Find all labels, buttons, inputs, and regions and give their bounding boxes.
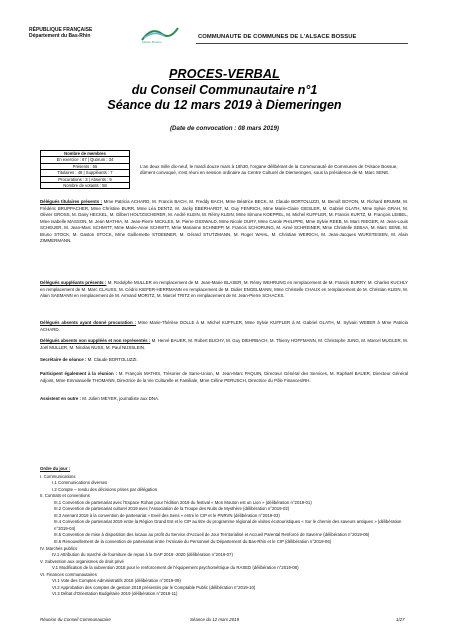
agenda [40,466,412,598]
procuration-text: Mme Marie-Thérèse DOLLE à M. Michel KUFFLER, Mme Sylvie KUFFLER à M. Gabriel GLATH, M. Sylvain WEBER à Mme Patricia ACHARD. [40,320,408,332]
assistent-label: Assistent en outre : [40,396,81,401]
participent-paragraph [40,371,408,384]
agenda-item: VI.2 Approbation des comptes de gestion 2018 présentés par le Comptable Public (délibération n°2019-10) [52,584,256,590]
agenda-item: I.1 Communications diverses [52,480,108,486]
republic-header [29,27,92,39]
assistent-paragraph [40,396,408,403]
agenda-item: III.3 Avenant 2019 à la convention de partenariat « Eveil des Sens » entre le CIP et le PNRVN (délibération n°2019-03) [54,512,280,518]
logo-text: Alsace Bossue [142,40,162,44]
titulaires-text: Mme Patricia ACHARD, M. Francis BACH, M. Freddy BACH, Mme Béatrice BECK, M. Claude BORTOLUZZI, M. Benoît BOYON, M. Richard BRUMM, M. Frédéric BRUPPACHER, Mme Christine BURR, Mme Léa DENTZ, M. Jacky EBERHARDT, M. Guy FENRICH, Mme Marie-Claire GIESLER, M. Gabriel GLATH, Mme Sylvie GRAH, M. Olivier GROSS, M. Dany HECKEL, M. Gilbert HOLTZSCHERER, M. André KLEIN, M. Rémy KLEIN, Mme Simone KOEPPEL, M. Michel KUFFLER, M. Francis KURTZ, M. François LEIBEL, Mme Isabelle MASSON, M. Jean MATHIA, M. Jean-Pierre NICKLES, M. Pierre OSSWALD, Mme Nicole OURY, Mme Carole PHILIPPE, Mme Sylvie REEB, M. Marc RIEGER, M. Jean-Louis SCHEUER, M. Jean-Marc SCHMITT, Mme Marie-Anne SCHMITT, Mme Marianne SCHNEPP, M. Francis SCHORUNG, M. Aimé SCHREINER, Mme Christelle SEBAA, M. Marc SENE, M. Bruno STOCK, M. Gaston STOCK, Mme Guillemette STOEBNER, M. Gérard STUTZMANN, M. Roger WAHL, M. Christian WEIRICH, M. Jean-Jacques WURSTEISEN, M. Alain ZIMMERMANN. [40,199,408,243]
header-divider [196,43,408,44]
suppleants-text: M. Rodolphe MULLER en remplacement de M. Jean-Marie BLASER, M. Rémy WEHRUNG en remplacement de M. Francis BURRY, M. Charles KUCHLY en remplacement de M. Marc CLAUSS, M. Cédric KIEFER-HERRMANN en remplacement de M. Didier ENGELMANN, Mme Christelle CHAUX en remplacement de M. Christian KLEIN, M. Alain SAEMANN en remplacement de M. Armand MORITZ, M. Marcel TRITZ en remplacement de M. Jean-Pierre SCHACKS. [40,280,408,298]
agenda-item: VI. Finances communautaires [40,571,97,577]
agenda-title: Ordre du jour : [40,466,71,471]
agenda-item: III.1 Convention de partenariat avec l'Espace Rohan pour l'édition 2019 du festival « Mon Mouton est un Lion » (délibération n°2019-01) [54,499,312,505]
participent-label: Participent également à la réunion : [40,371,117,376]
members-table-row: Procurations : 3 | Absents : 9 [41,177,129,183]
session-title: Séance du 12 mars 2019 à Diemeringen [107,98,342,112]
agenda-item: V. Subvention aux organismes de droit privé [40,558,124,564]
agenda-item: IV.1 Attribution du marché de fourniture de repas à la GAP 2019 -2020 (délibération n°2019-07) [52,552,233,558]
secretaire-text: M. Claude BORTOLUZZI. [87,357,138,362]
agenda-item: III.4 Convention de partenariat 2019 entre la Région Grand Est et le CIP au titre du programme régional de visites écotouristiques « Sur le chemin des saveurs antiques » (délibération n°2019-04) [54,519,402,531]
agenda-item: III.2 Convention de partenariat culturel 2019 avec l'Association de la Troupe des Nuits de Mysthère (délibération n°2019-02) [54,506,290,512]
procuration-label: Délégués absents ayant donné procuration : [40,320,137,325]
republic-label: RÉPUBLIQUE FRANÇAISE [29,27,93,33]
agenda-item: IV. Marchés publics [40,545,78,551]
secretaire-paragraph [40,357,408,364]
footer-center: Séance du 12 mars 2019 [190,617,240,622]
procuration-paragraph [40,320,408,333]
agenda-list [40,474,412,598]
agenda-item: III.6 Renouvellement de la convention de partenariat entre l'Amicale du Personnel du Département du Bas-Rhin et le CIP (délibération n°2019-06) [54,539,332,545]
convocation-date: (Date de convocation : 08 mars 2019) [169,125,279,132]
department-label: Département du Bas-Rhin [29,33,91,39]
absents-text: M. Hervé BAUER, M. Robert BUCHY, M. Guy DIEHRBACH, M. Thierry HOFFMANN, M. Christophe JUNG, M. Marcel MUGLER, M. Joël MULLER, M. Nicolas NUSS, M. Paul NUSSLEIN. [40,338,408,350]
absents-label: Délégués absents non suppléés et non représentés : [40,338,151,343]
titulaires-paragraph [40,199,408,245]
agenda-item: III.5 Convention de mise à disposition des locaux au profit du Service d'Accueil de Jour Territorialisé et Accueil Parental Renforcé de Saverne (délibération n°2019-05) [54,532,370,538]
assistent-text: M. Julien MEYER, journaliste aux DNA. [82,396,160,401]
suppleants-label: Délégués suppléants présents : [40,280,107,285]
members-table-row: Présents : 55 [41,164,129,170]
members-table-row: En exercice : 67 | Quorum : 34 [41,157,129,163]
suppleants-paragraph [40,280,408,300]
footer-left: Réunion du Conseil Communautaire [40,617,111,622]
members-table-header: Nombre de membres [41,151,129,157]
participent-text: M. François MATHIS, Trésorier de Sarre-Union, M. Jean-Marc PAQUIN, Directeur Général des Services, M. Raphaël BAUER, Directeur Général Adjoint, Mme Emmanuelle THOMANN, Directrice de la Vie Culturelle et Familiale, Mme Céline PERUSCH, Directrice du Pôle Finances/RH. [40,371,408,383]
document-title: PROCES-VERBAL [169,67,280,81]
alsace-bossue-logo [140,24,180,48]
agenda-item: VI.1 Vote des Comptes Administratifs 2018 (délibération n°2019-09) [52,578,181,584]
intro-paragraph: L'an deux mille dix-neuf, le mardi douze mars à 18h30, l'organe délibérant de la Communauté de Communes de l'Alsace Bossue, dûment convoqué, s'est réuni en session ordinaire au Centre Culturel de Diemeringen, sous la présidence de M. Marc SENE. [140,164,398,176]
agenda-item: II. Contrats et conventions [40,493,90,499]
absents-paragraph [40,338,408,351]
secretaire-label: Secrétaire de séance : [40,357,87,362]
page-number: 1/27 [396,617,405,622]
members-table-row: Nombre de votants : 58 [63,183,107,189]
community-header: COMMUNAUTE DE COMMUNES DE L'ALSACE BOSSUE [198,34,357,40]
agenda-item: I.2 Compte – rendu des décisions prises par délégation [52,486,158,492]
members-table [40,150,130,189]
agenda-item: VI.3 Débat d'Orientation Budgétaire 2019 (délibération n°2019-11) [52,591,178,597]
agenda-item: V.1 Modification de la subvention 2018 pour le renforcement de l'équipement psychométrique du RASED (délibération n°2019-08) [52,565,299,571]
agenda-item: I. Communications [40,473,76,479]
titulaires-label: Délégués titulaires présents : [40,199,103,204]
council-title: du Conseil Communautaire n°1 [131,83,318,97]
members-table-row: Titulaires : 48 | Suppléants : 7 [41,170,129,176]
